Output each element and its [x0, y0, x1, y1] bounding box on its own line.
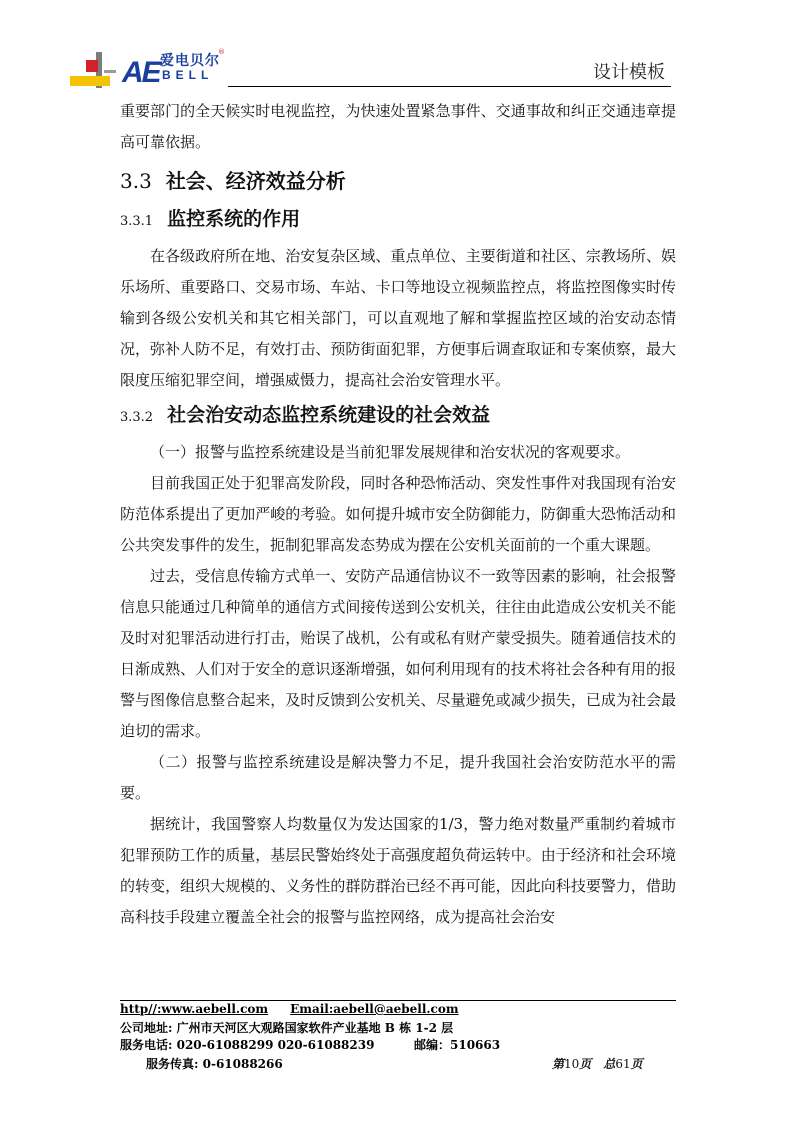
- section-heading: [120, 166, 676, 196]
- footer-website: http//:www.aebell.com: [120, 1002, 269, 1016]
- page-number: [552, 1055, 643, 1072]
- paragraph: 过去，受信息传输方式单一、安防产品通信协议不一致等因素的影响，社会报警信息只能通过几种简单的通信方式间接传送到公安机关，往往由此造成公安机关不能及时对犯罪活动进行打击，贻误了战机，公有或私有财产蒙受损失。随着通信技术的日渐成熟、人们对于安全的意识逐渐增强，如何利用现有的技术将社会各种有用的报警与图像信息整合起来，及时反馈到公安机关、尽量避免或减少损失，已成为社会最迫切的需求。: [120, 567, 676, 740]
- footer-fax: 服务传真: 0-61088266: [146, 1057, 283, 1071]
- logo-initials: AE: [122, 56, 160, 89]
- heading-number: 3.3: [120, 169, 152, 193]
- footer-contact-line: [120, 1002, 459, 1016]
- heading-number: 3.3.2: [120, 410, 154, 425]
- heading-text: 社会治安动态监控系统建设的社会效益: [167, 404, 491, 426]
- footer-phone: 服务电话: 020-61088299 020-61088239: [120, 1038, 375, 1052]
- subsection-heading: [120, 400, 676, 433]
- footer-zip: 邮编：510663: [414, 1038, 501, 1052]
- footer-phone-line: [120, 1036, 501, 1053]
- footer-email: Email:aebell@aebell.com: [290, 1002, 459, 1016]
- logo-chinese-name: 爱电贝尔: [160, 53, 220, 69]
- heading-number: 3.3.1: [120, 214, 154, 229]
- header-title: 设计模板: [593, 62, 665, 83]
- page-prefix: 第: [552, 1057, 565, 1071]
- logo-brand-text: BELL: [162, 68, 214, 82]
- footer-address: 公司地址: 广州市天河区大观路国家软件产业基地 B 栋 1-2 层: [120, 1021, 454, 1035]
- header-rule: [228, 86, 671, 87]
- page-suffix: 页: [630, 1057, 643, 1071]
- page-current: 10: [564, 1057, 580, 1071]
- paragraph: 重要部门的全天候实时电视监控，为快速处置紧急事件、交通事故和纠正交通违章提高可靠依据。: [120, 102, 676, 151]
- company-logo: [70, 48, 240, 92]
- paragraph: （二）报警与监控系统建设是解决警力不足，提升我国社会治安防范水平的需要。: [120, 753, 676, 802]
- page-total: 61: [615, 1057, 631, 1071]
- footer-rule: [120, 1000, 676, 1001]
- registered-mark: ®: [218, 48, 225, 56]
- paragraph: （一）报警与监控系统建设是当前犯罪发展规律和治安状况的客观要求。: [150, 443, 631, 461]
- subsection-heading: [120, 204, 676, 237]
- paragraph: 目前我国正处于犯罪高发阶段，同时各种恐怖活动、突发性事件对我国现有治安防范体系提出了更加严峻的考验。如何提升城市安全防御能力，防御重大恐怖活动和公共突发事件的发生，扼制犯罪高发态势成为摆在公安机关面前的一个重大课题。: [120, 474, 676, 554]
- heading-text: 监控系统的作用: [167, 208, 301, 230]
- document-body: [120, 96, 676, 933]
- heading-text: 社会、经济效益分析: [165, 169, 346, 193]
- page-mid: 页 总: [579, 1057, 616, 1071]
- paragraph: 在各级政府所在地、治安复杂区域、重点单位、主要街道和社区、宗教场所、娱乐场所、重要路口、交易市场、车站、卡口等地设立视频监控点，将监控图像实时传输到各级公安机关和其它相关部门，可以直观地了解和掌握监控区域的治安动态情况，弥补人防不足，有效打击、预防街面犯罪，方便事后调查取证和专案侦察，最大限度压缩犯罪空间，增强威慑力，提高社会治安管理水平。: [120, 247, 676, 389]
- paragraph: 据统计，我国警察人均数量仅为发达国家的1/3，警力绝对数量严重制约着城市犯罪预防工作的质量，基层民警始终处于高强度超负荷运转中。由于经济和社会环境的转变，组织大规模的、义务性的群防群治已经不再可能，因此向科技要警力，借助高科技手段建立覆盖全社会的报警与监控网络，成为提高社会治安: [120, 815, 676, 926]
